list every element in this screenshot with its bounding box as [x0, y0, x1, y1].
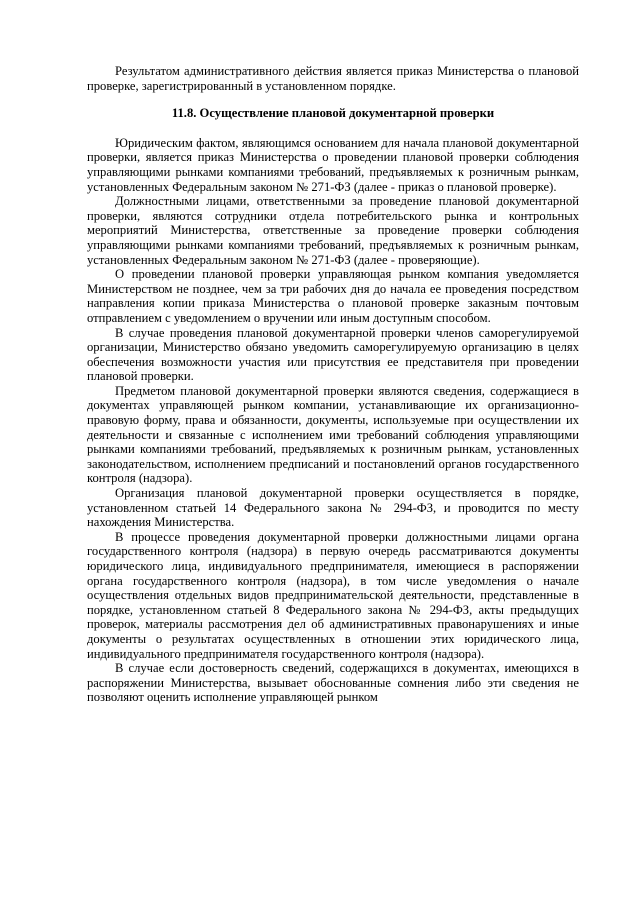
paragraph-subject-of-inspection: Предметом плановой документарной проверки являются сведения, содержащиеся в документах управляющей рынком компании, устанавливающие их организационно-правовую форму, права и обязанности, документы, используемые при осуществлении их деятельности и связанные с исполнением ими требований соблюдения управляющими рынками компаниями требований, предъявляемых к розничным рынкам, установленных законодательством, исполнением предписаний и постановлений органов государственного контроля (надзора). [87, 383, 579, 486]
document-body [87, 64, 579, 705]
paragraph-result: Результатом административного действия является приказ Министерства о плановой проверке, зарегистрированный в установленном порядке. [87, 64, 579, 93]
paragraph-inspection-process: В процессе проведения документарной проверки должностными лицами органа государственного контроля (надзора) в первую очередь рассматриваются документы юридического лица, индивидуального предпринимателя, имеющиеся в распоряжении органа государственного контроля (надзора), в том числе уведомления о начале осуществления отдельных видов предпринимательской деятельности, представленные в порядке, установленном статьей 8 Федерального закона № 294-ФЗ, акты предыдущих проверок, материалы рассмотрения дел об административных правонарушениях и иные документы о результатах осуществленных в отношении этих юридического лица, индивидуального предпринимателя государственного контроля (надзора). [87, 529, 579, 661]
paragraph-organization: Организация плановой документарной проверки осуществляется в порядке, установленном статьей 14 Федерального закона № 294-ФЗ, и проводится по месту нахождения Министерства. [87, 486, 579, 530]
paragraph-legal-fact: Юридическим фактом, являющимся основанием для начала плановой документарной проверки, является приказ Министерства о проведении плановой проверки соблюдения управляющими рынками компаниями требований, предъявляемых к розничным рынкам, установленных Федеральным законом № 271-ФЗ (далее - приказ о плановой проверке). [87, 135, 579, 194]
paragraph-responsible-officials: Должностными лицами, ответственными за проведение плановой документарной проверки, являются сотрудники отдела потребительского рынка и контрольных мероприятий Министерства, ответственные за проведение проверки соблюдения управляющими рынками компаниями требований, предъявляемых к розничным рынкам, установленных Федеральным законом № 271-ФЗ (далее - проверяющие). [87, 194, 579, 267]
section-heading: 11.8. Осуществление плановой документарной проверки [171, 106, 495, 121]
paragraph-doubtful-information: В случае если достоверность сведений, содержащихся в документах, имеющихся в распоряжении Министерства, вызывает обоснованные сомнения либо эти сведения не позволяют оценить исполнение управляющей рынком [87, 661, 579, 705]
paragraph-self-regulatory-org: В случае проведения плановой документарной проверки членов саморегулируемой организации, Министерство обязано уведомить саморегулируемую организацию в целях обеспечения возможности участия или присутствия ее представителя при проведении плановой проверки. [87, 325, 579, 384]
paragraph-notification: О проведении плановой проверки управляющая рынком компания уведомляется Министерством не позднее, чем за три рабочих дня до начала ее проведения посредством направления копии приказа Министерства о плановой проверке заказным почтовым отправлением с уведомлением о вручении или иным доступным способом. [87, 267, 579, 325]
